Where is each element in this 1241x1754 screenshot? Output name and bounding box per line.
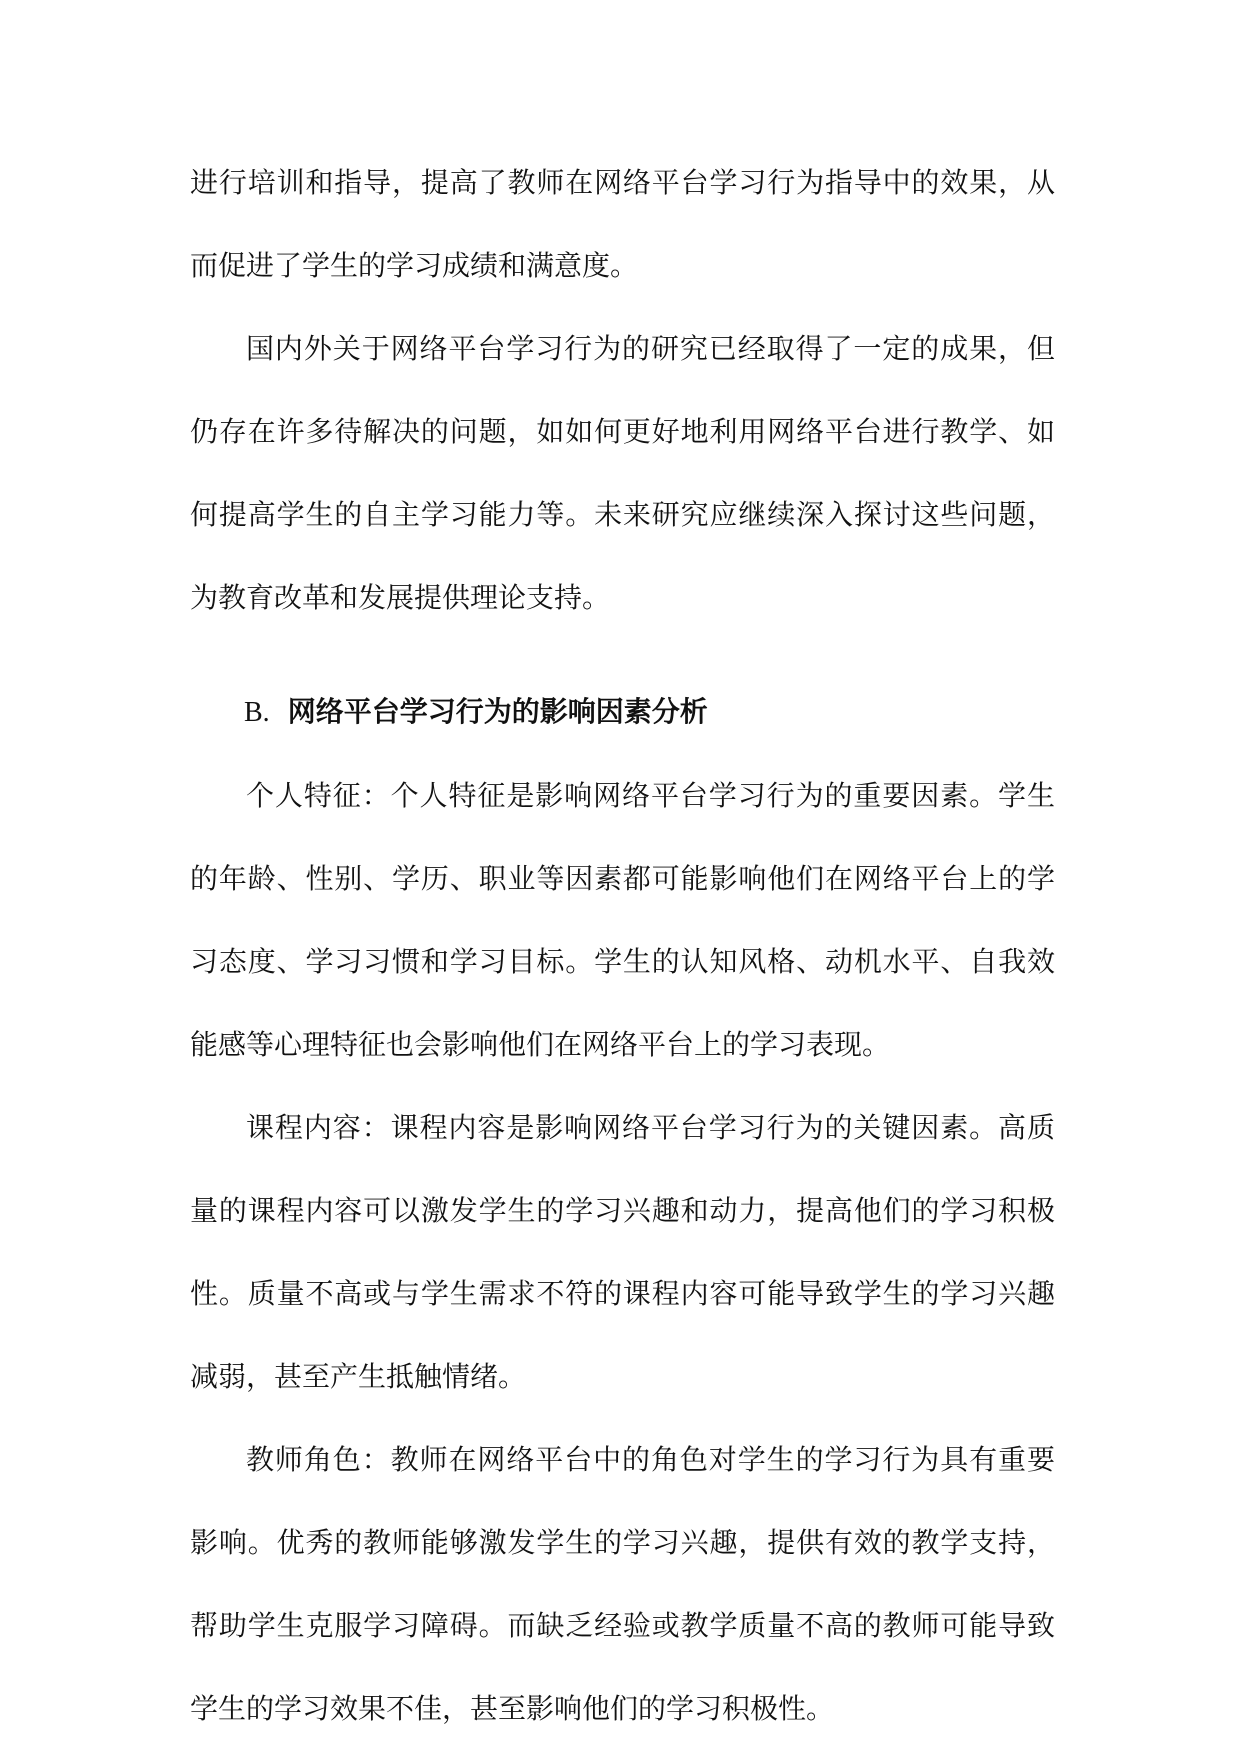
section-heading: [190, 670, 1055, 754]
paragraph-teacher-role: 教师角色：教师在网络平台中的角色对学生的学习行为具有重要影响。优秀的教师能够激发学生的学习兴趣，提供有效的教学支持，帮助学生克服学习障碍。而缺乏经验或教学质量不高的教师可能导致学生的学习效果不佳，甚至影响他们的学习积极性。: [190, 1443, 1055, 1725]
paragraph-course-content: 课程内容：课程内容是影响网络平台学习行为的关键因素。高质量的课程内容可以激发学生的学习兴趣和动力，提高他们的学习积极性。质量不高或与学生需求不符的课程内容可能导致学生的学习兴趣减弱，甚至产生抵触情绪。: [190, 1111, 1055, 1393]
section-number: B.: [244, 697, 270, 728]
paragraph-research-summary: 国内外关于网络平台学习行为的研究已经取得了一定的成果，但仍存在许多待解决的问题，如如何更好地利用网络平台进行教学、如何提高学生的自主学习能力等。未来研究应继续深入探讨这些问题，为教育改革和发展提供理论支持。: [190, 332, 1055, 614]
paragraph-personal-traits: 个人特征：个人特征是影响网络平台学习行为的重要因素。学生的年龄、性别、学历、职业等因素都可能影响他们在网络平台上的学习态度、学习习惯和学习目标。学生的认知风格、动机水平、自我效能感等心理特征也会影响他们在网络平台上的学习表现。: [190, 779, 1055, 1061]
section-title: 网络平台学习行为的影响因素分析: [287, 695, 708, 728]
paragraph-continuation: 进行培训和指导，提高了教师在网络平台学习行为指导中的效果，从而促进了学生的学习成绩和满意度。: [190, 166, 1055, 282]
page-content: [190, 141, 1055, 1750]
